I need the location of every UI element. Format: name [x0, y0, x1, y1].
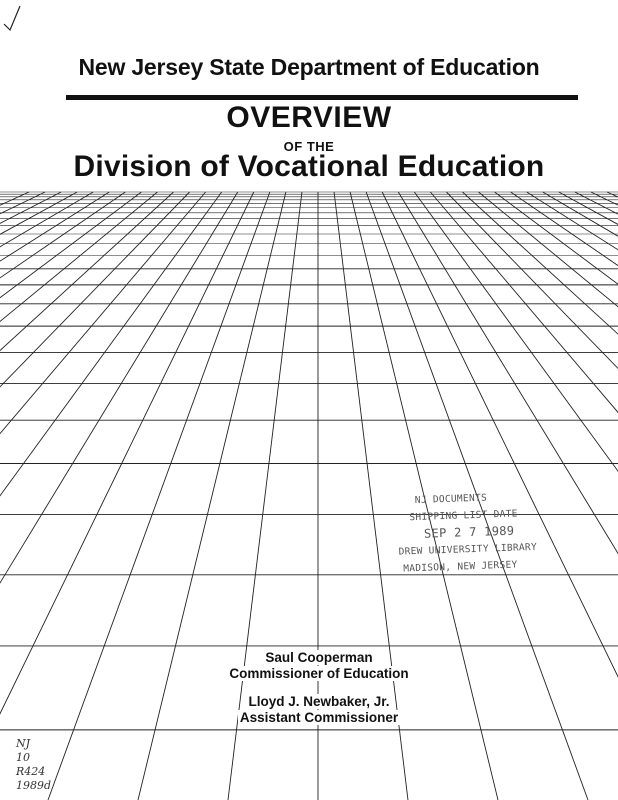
- commissioner-title: Commissioner of Education: [229, 666, 409, 681]
- grid-line: [0, 192, 109, 800]
- stamp-line-library: DREW UNIVERSITY LIBRARY: [398, 541, 538, 558]
- stamp-line-location: MADISON, NEW JERSEY: [403, 559, 518, 575]
- stamp-line-shipping: SHIPPING LIST DATE: [409, 508, 518, 524]
- officials-block: [160, 650, 478, 726]
- title-connector: OF THE: [283, 139, 335, 154]
- grid-line: [0, 192, 45, 800]
- grid-line: [591, 192, 618, 800]
- division-name: Division of Vocational Education: [73, 150, 545, 183]
- assistant-commissioner-title: Assistant Commissioner: [239, 710, 399, 725]
- agency-name: New Jersey State Department of Education: [78, 54, 540, 80]
- grid-line: [559, 192, 618, 800]
- grid-line: [0, 192, 29, 800]
- grid-line: [0, 192, 174, 800]
- grid-line: [0, 192, 61, 800]
- grid-line: [0, 192, 77, 800]
- stamp-line-documents: NJ DOCUMENTS: [414, 492, 488, 507]
- commissioner-name: Saul Cooperman: [265, 650, 373, 665]
- title-rule: [66, 95, 578, 100]
- check-mark: [0, 0, 60, 40]
- document-title: OVERVIEW: [226, 101, 392, 134]
- library-stamp: [397, 487, 550, 577]
- assistant-commissioner-name: Lloyd J. Newbaker, Jr.: [248, 694, 390, 709]
- grid-line: [575, 192, 618, 800]
- stamp-date: SEP 2 7 1989: [423, 523, 515, 541]
- grid-line: [0, 192, 157, 800]
- handwritten-call-number: NJ 10 R424 1989d: [16, 737, 52, 792]
- grid-line: [0, 192, 141, 800]
- grid-line: [543, 192, 618, 800]
